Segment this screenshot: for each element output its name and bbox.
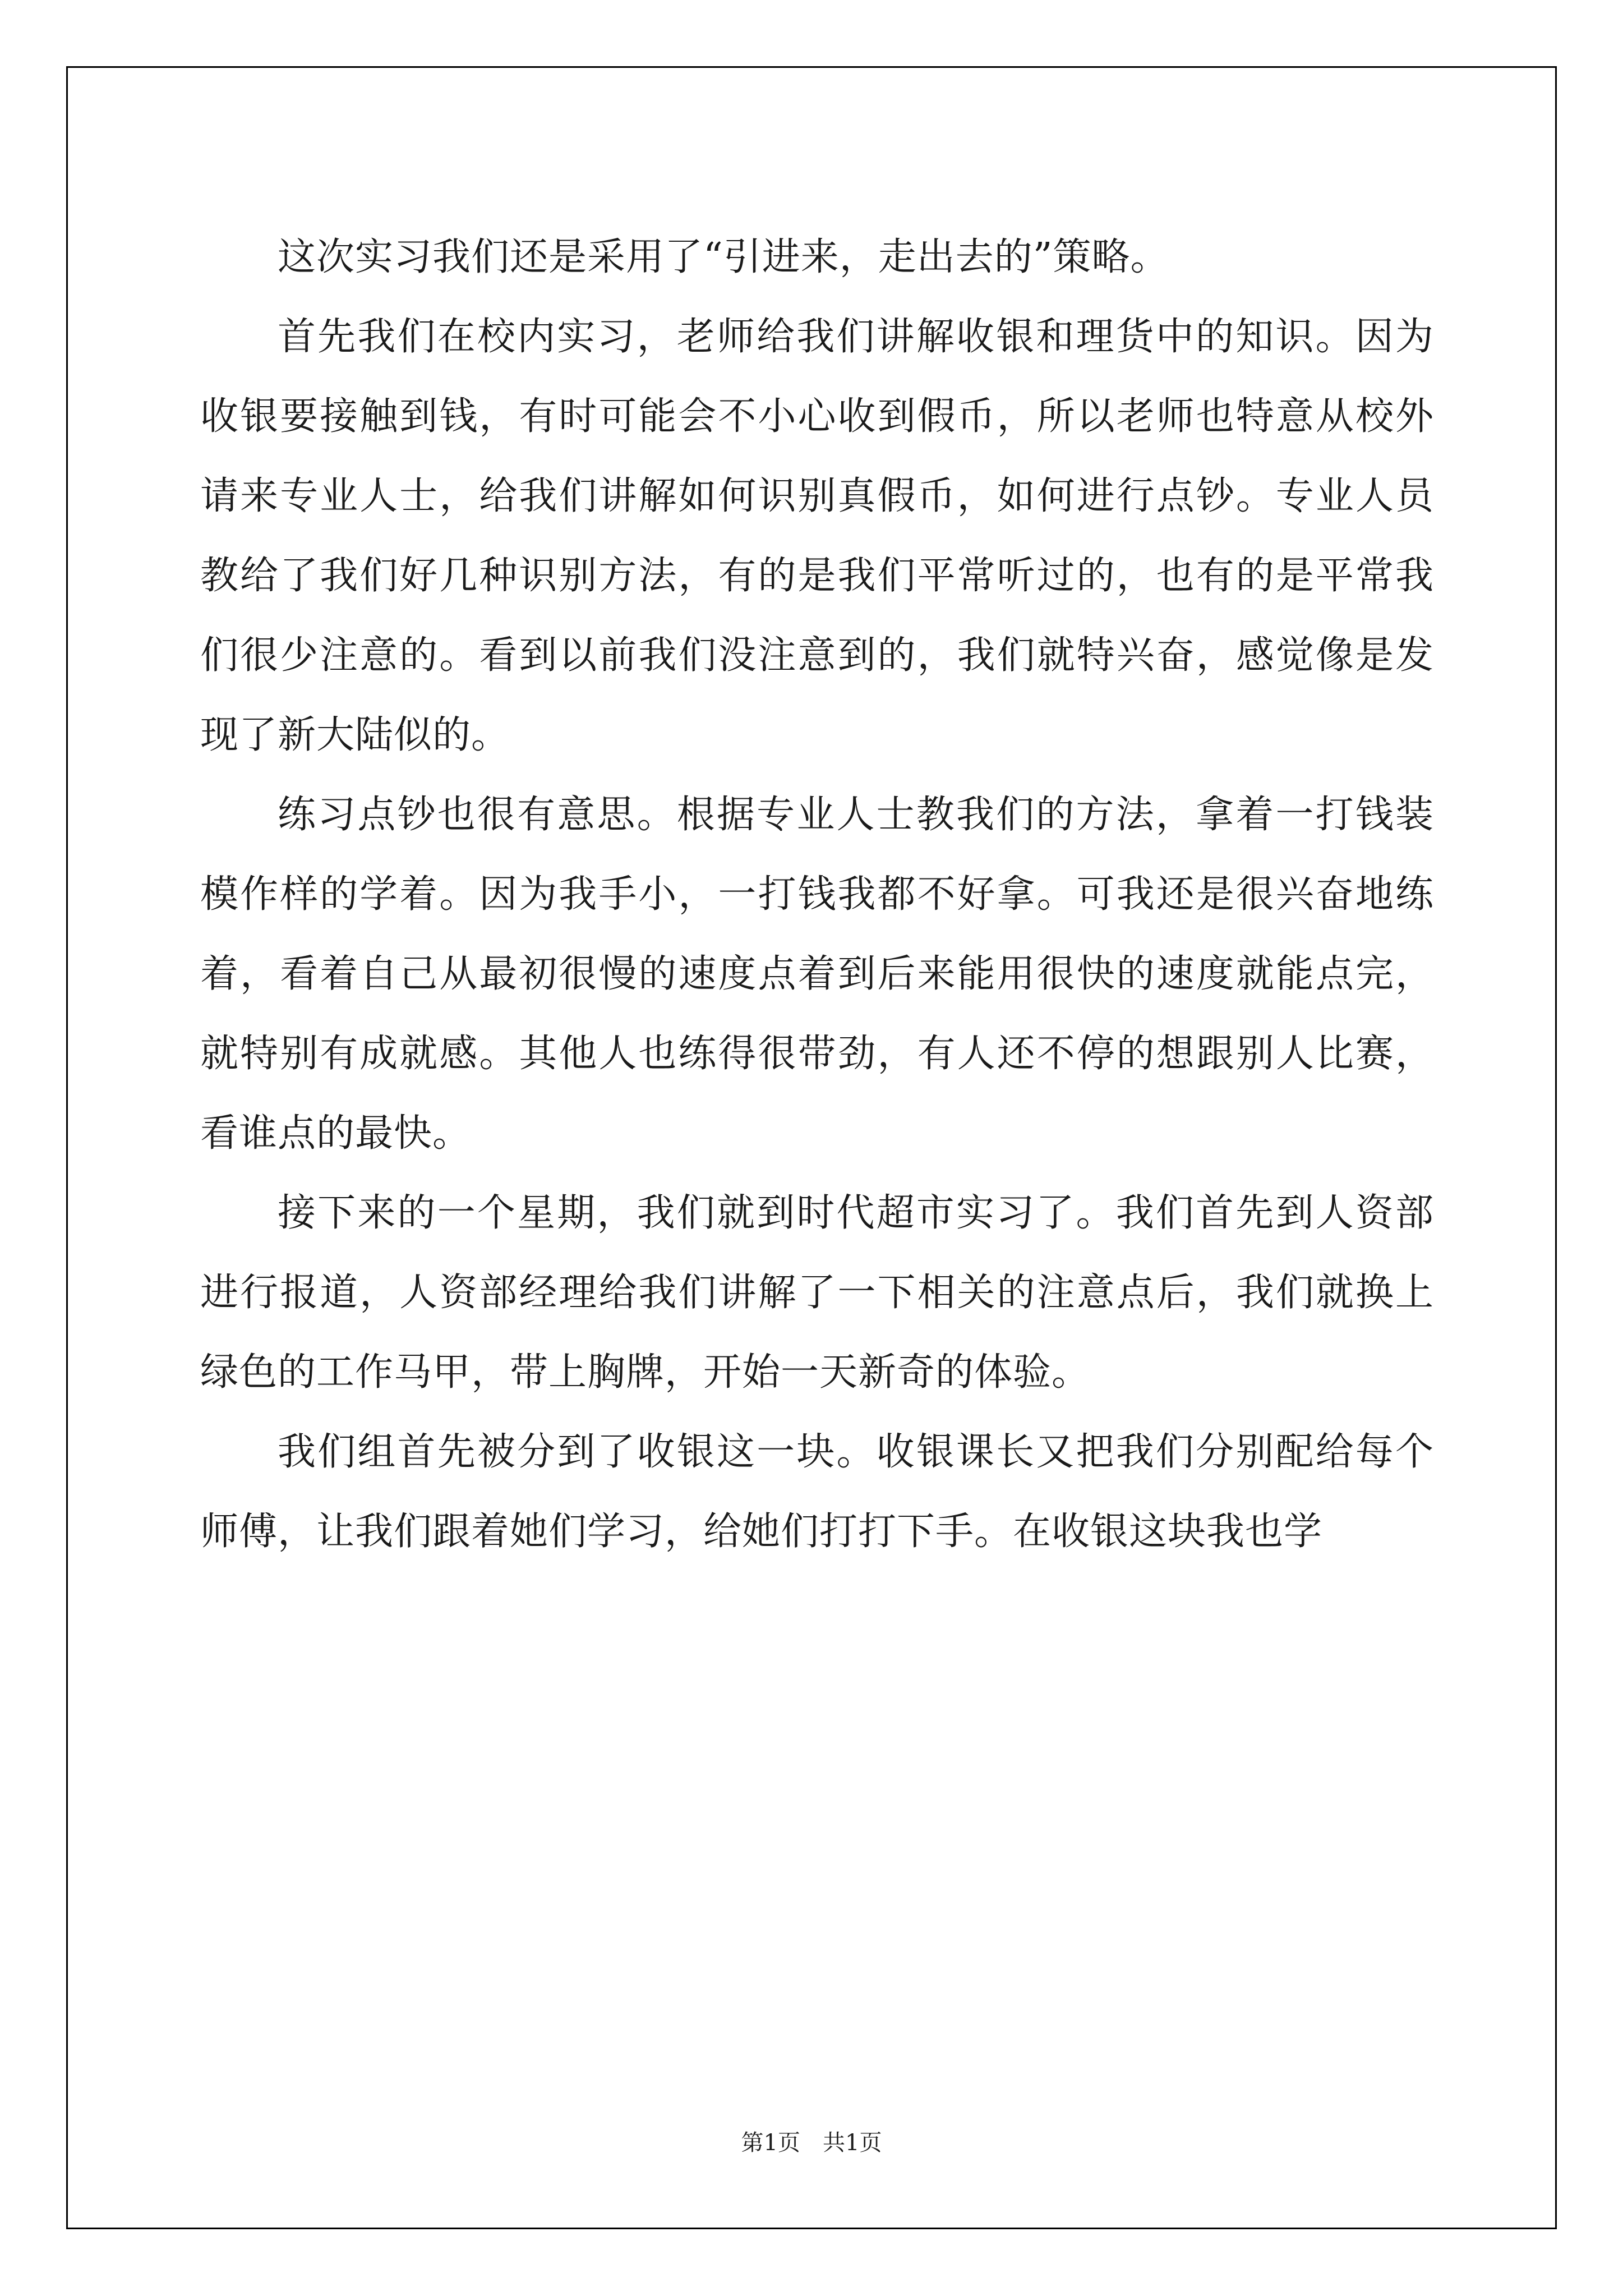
page-footer: 第1页 共1页 — [741, 2130, 882, 2156]
paragraph: 我们组首先被分到了收银这一块。收银课长又把我们分别配给每个师傅，让我们跟着她们学习，给她们打打下手。在收银这块我也学 — [200, 1430, 1434, 1554]
document-body — [200, 218, 1434, 1572]
paragraph: 接下来的一个星期，我们就到时代超市实习了。我们首先到人资部进行报道，人资部经理给我们讲解了一下相关的注意点后，我们就换上绿色的工作马甲，带上胸牌，开始一天新奇的体验。 — [200, 1191, 1434, 1395]
paragraph: 首先我们在校内实习，老师给我们讲解收银和理货中的知识。因为收银要接触到钱，有时可能会不小心收到假币，所以老师也特意从校外请来专业人士，给我们讲解如何识别真假币，如何进行点钞。专业人员教给了我们好几种识别方法，有的是我们平常听过的，也有的是平常我们很少注意的。看到以前我们没注意到的，我们就特兴奋，感觉像是发现了新大陆似的。 — [200, 315, 1434, 757]
paragraph: 这次实习我们还是采用了“引进来，走出去的”策略。 — [278, 235, 1169, 279]
paragraph: 练习点钞也很有意思。根据专业人士教我们的方法，拿着一打钱装模作样的学着。因为我手小，一打钱我都不好拿。可我还是很兴奋地练着，看着自己从最初很慢的速度点着到后来能用很快的速度就能点完，就特别有成就感。其他人也练得很带劲，有人还不停的想跟别人比赛，看谁点的最快。 — [200, 793, 1434, 1156]
